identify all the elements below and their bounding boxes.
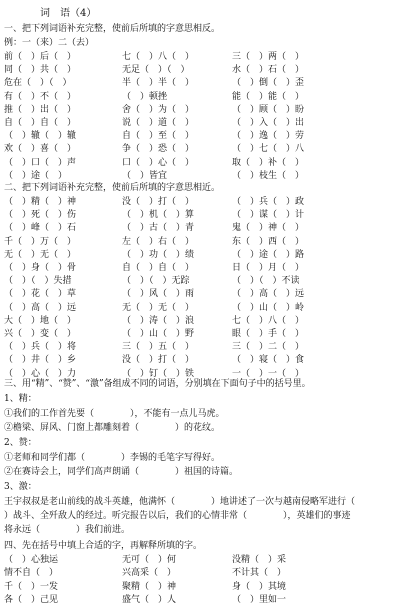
part-3-paragraph-text-1: 王宇叔叔是老山前线的战斗英雄，他满怀（ ）地讲述了一次与越南侵略军进行（ <box>4 497 356 507</box>
section-2-item: （ ）机（ ）算 <box>122 210 195 221</box>
section-2-item: （ ）兵（ ）政 <box>232 197 305 207</box>
part-1-sentence-2-line <box>0 422 400 435</box>
section-2-heading-line <box>0 182 400 195</box>
part-3-paragraph-line-1 <box>0 496 400 509</box>
section-2-item: （ ）涛（ ）浪 <box>122 315 195 326</box>
section-2-item: （ ）（ ）失措 <box>4 276 72 287</box>
section-4-row <box>0 567 400 580</box>
section-2-row <box>0 236 400 249</box>
section-2-item: （ ）高（ ）远 <box>4 302 77 313</box>
section-4-item: 聚精（ ）神 <box>122 581 177 592</box>
section-1-item: 口（ ）心（ ） <box>122 157 195 168</box>
section-2-item: 三（ ）五（ ） <box>122 342 195 353</box>
worksheet-title: 词 语（4） <box>40 8 97 19</box>
section-4-row <box>0 594 400 607</box>
part-1-sentence-1-line <box>0 408 400 421</box>
section-2-item: 鬼（ ）神（ ） <box>232 223 305 234</box>
section-2-item: 日（ ）月（ ） <box>232 263 305 273</box>
section-2-row <box>0 209 400 222</box>
section-2-item: 一（ ）一（ ） <box>232 368 305 379</box>
section-1-row <box>0 91 400 104</box>
section-2-item: （ ）（ ）不读 <box>232 276 300 287</box>
section-4-item: 各（ ）己见 <box>4 595 59 606</box>
section-1-item: 能（ ）能（ ） <box>232 91 305 102</box>
part-2-sentence-2: ②在赛诗会上，同学们高声朗诵（ ）祖国的诗篇。 <box>4 467 239 477</box>
part-3-label: 3、激： <box>4 482 37 492</box>
section-2-row <box>0 302 400 315</box>
part-2-sentence-2-line <box>0 466 400 479</box>
section-4-item: 不计其（ ） <box>232 568 287 579</box>
section-2-item: 千（ ）万（ ） <box>4 236 77 247</box>
section-2-row <box>0 262 400 275</box>
part-2-label: 2、赞： <box>4 438 37 448</box>
section-2-row <box>0 222 400 235</box>
section-1-item: 三（ ）两（ ） <box>232 52 305 62</box>
section-2-item: 大（ ）地（ ） <box>4 315 77 326</box>
section-1-item: （ ）口（ ）声 <box>4 157 77 168</box>
section-2-row <box>0 315 400 328</box>
section-2-item: （ ）（ ）无踪 <box>122 276 190 287</box>
section-2-row <box>0 354 400 367</box>
section-1-item: 半（ ）半（ ） <box>122 78 195 89</box>
section-2-item: （ ）身（ ）骨 <box>4 263 77 273</box>
section-1-item: （ ）辙（ ）辙 <box>4 131 77 142</box>
section-2-item: （ ）井（ ）乡 <box>4 355 77 366</box>
section-1-item: （ ）逸（ ）劳 <box>232 131 305 142</box>
section-4-heading-line <box>0 540 400 553</box>
part-3-paragraph-text-2: ）战斗、全歼敌人的经过。听完报告以后，我们的心情非常（ ），英雄们的事迹 <box>4 511 351 521</box>
section-2-item: （ ）钉（ ）铁 <box>122 368 195 379</box>
section-1-item: （ ）皆宜 <box>122 170 168 181</box>
part-3-label-line <box>0 481 400 494</box>
section-2-item: （ ）峰（ ）石 <box>4 223 77 234</box>
section-1-item: （ ）顾（ ）盼 <box>232 104 305 115</box>
section-2-item: （ ）花（ ）草 <box>4 289 77 300</box>
part-2-label-line <box>0 437 400 450</box>
section-1-row <box>0 64 400 77</box>
section-1-row <box>0 157 400 170</box>
section-2-item: （ ）古（ ）青 <box>122 223 195 234</box>
section-1-item: （ ）顿挫 <box>122 91 168 102</box>
part-3-paragraph-text-3: 将永远（ ）我们前进。 <box>4 525 131 535</box>
section-2-item: （ ）精（ ）神 <box>4 197 77 207</box>
section-4-item: 无可（ ）何 <box>122 555 177 565</box>
section-1-item: 欢（ ）喜（ ） <box>4 144 77 155</box>
section-1-item: 前（ ）后（ ） <box>4 52 77 62</box>
section-1-row <box>0 170 400 183</box>
section-2-item: 没（ ）打（ ） <box>122 355 195 366</box>
section-1-item: 有（ ）不（ ） <box>4 91 77 102</box>
section-2-item: （ ）山（ ）野 <box>122 329 195 339</box>
section-2-item: 左（ ）右（ ） <box>122 236 195 247</box>
section-4-item: （ ）心独运 <box>4 555 59 565</box>
section-2-item: （ ）死（ ）伤 <box>4 210 77 221</box>
section-4-row <box>0 581 400 594</box>
section-2-item: （ ）谋（ ）计 <box>232 210 305 221</box>
section-2-item: 东（ ）西（ ） <box>232 236 305 247</box>
part-3-paragraph-line-2 <box>0 510 400 523</box>
section-1-example-line <box>0 37 400 50</box>
section-1-item: （ ）七（ ）八 <box>232 144 305 155</box>
section-1-item: （ ）枝生（ ） <box>232 170 305 181</box>
section-1-row <box>0 77 400 90</box>
section-1-item: 取（ ）补（ ） <box>232 157 305 168</box>
section-1-item: 自（ ）自（ ） <box>4 118 77 128</box>
section-1-item: 舍（ ）为（ ） <box>122 104 195 115</box>
section-2-item: （ ）寝（ ）食 <box>232 355 305 366</box>
section-3-heading: 三、用“精”、“赞”、“激”备组成不同的词语，分别填在下面句子中的括号里。 <box>4 379 311 389</box>
section-1-row <box>0 130 400 143</box>
section-4-item: 兴高采（ ） <box>122 568 177 579</box>
section-1-row <box>0 51 400 64</box>
section-2-item: 自（ ）自（ ） <box>122 263 195 273</box>
part-1-sentence-2: ②檐梁、屏风、门窗上都雕刻着（ ）的花纹。 <box>4 423 221 433</box>
section-4-heading: 四、先在括号中填上合适的字，再解释所填的字。 <box>4 541 203 551</box>
section-1-item: 无足（ ）（ ） <box>122 65 190 76</box>
section-2-item: （ ）功（ ）绩 <box>122 249 195 260</box>
section-1-row <box>0 143 400 156</box>
section-1-item: （ ）入（ ）出 <box>232 118 305 128</box>
section-4-item: 情不自（ ） <box>4 568 59 579</box>
section-3-heading-line <box>0 378 400 391</box>
section-1-item: 七（ ）八（ ） <box>122 52 195 62</box>
section-2-row <box>0 275 400 288</box>
section-2-row <box>0 196 400 209</box>
section-1-item: 危在（ ）（ ） <box>4 78 72 89</box>
section-2-row <box>0 328 400 341</box>
section-1-item: 水（ ）石（ ） <box>232 65 305 76</box>
section-2-item: （ ）途（ ）路 <box>232 249 305 260</box>
section-2-item: 七（ ）八（ ） <box>232 315 305 326</box>
part-2-sentence-1: ①老师和同学们都（ ）李锡的毛笔字写得好。 <box>4 453 221 463</box>
section-1-item: 推（ ）出（ ） <box>4 104 77 115</box>
section-4-item: 没精（ ）采 <box>232 555 287 565</box>
section-1-heading-line <box>0 23 400 36</box>
section-2-item: 没（ ）打（ ） <box>122 197 195 207</box>
worksheet-title-line <box>0 8 400 21</box>
section-4-item: 千（ ）一发 <box>4 581 59 592</box>
section-2-item: 眼（ ）手（ ） <box>232 329 305 339</box>
part-1-sentence-1: ①我们的工作首先要（ ），不能有一点儿马虎。 <box>4 409 225 419</box>
section-1-example: 例：一（来）二（去） <box>4 38 95 48</box>
section-2-item: 无（ ）无（ ） <box>122 302 195 313</box>
section-1-item: 争（ ）恐（ ） <box>122 144 195 155</box>
section-4-item: 盛气（ ）人 <box>122 595 177 606</box>
section-1-item: 同（ ）共（ ） <box>4 65 77 76</box>
section-4-row <box>0 554 400 567</box>
section-2-item: （ ）心（ ）力 <box>4 368 77 379</box>
section-1-item: （ ）倒（ ）歪 <box>232 78 305 89</box>
section-2-row <box>0 249 400 262</box>
section-2-item: （ ）风（ ）雨 <box>122 289 195 300</box>
section-1-row <box>0 104 400 117</box>
section-2-item: （ ）兵（ ）将 <box>4 342 77 353</box>
section-2-item: （ ）山（ ）岭 <box>232 302 305 313</box>
section-1-row <box>0 117 400 130</box>
section-4-item: （ ）里如一 <box>232 595 287 606</box>
part-3-paragraph-line-3 <box>0 524 400 537</box>
section-1-heading: 一、把下列词语补充完整，使前后所填的字意思相反。 <box>4 24 221 34</box>
part-2-sentence-1-line <box>0 452 400 465</box>
section-2-heading: 二、把下列词语补充完整，使前后所填的字意思相近。 <box>4 183 221 193</box>
section-1-item: 自（ ）至（ ） <box>122 131 195 142</box>
section-2-item: 兴（ ）变（ ） <box>4 329 77 339</box>
section-2-row <box>0 288 400 301</box>
section-2-row <box>0 341 400 354</box>
section-1-item: 说（ ）道（ ） <box>122 118 195 128</box>
section-2-item: 三（ ）二（ ） <box>232 342 305 353</box>
part-1-label-line <box>0 393 400 406</box>
section-4-item: 身（ ）其境 <box>232 581 287 592</box>
section-1-item: （ ）途（ ） <box>4 170 68 181</box>
section-2-item: 无（ ）无（ ） <box>4 249 77 260</box>
part-1-label: 1、精： <box>4 394 37 404</box>
section-2-item: （ ）高（ ）远 <box>232 289 305 300</box>
